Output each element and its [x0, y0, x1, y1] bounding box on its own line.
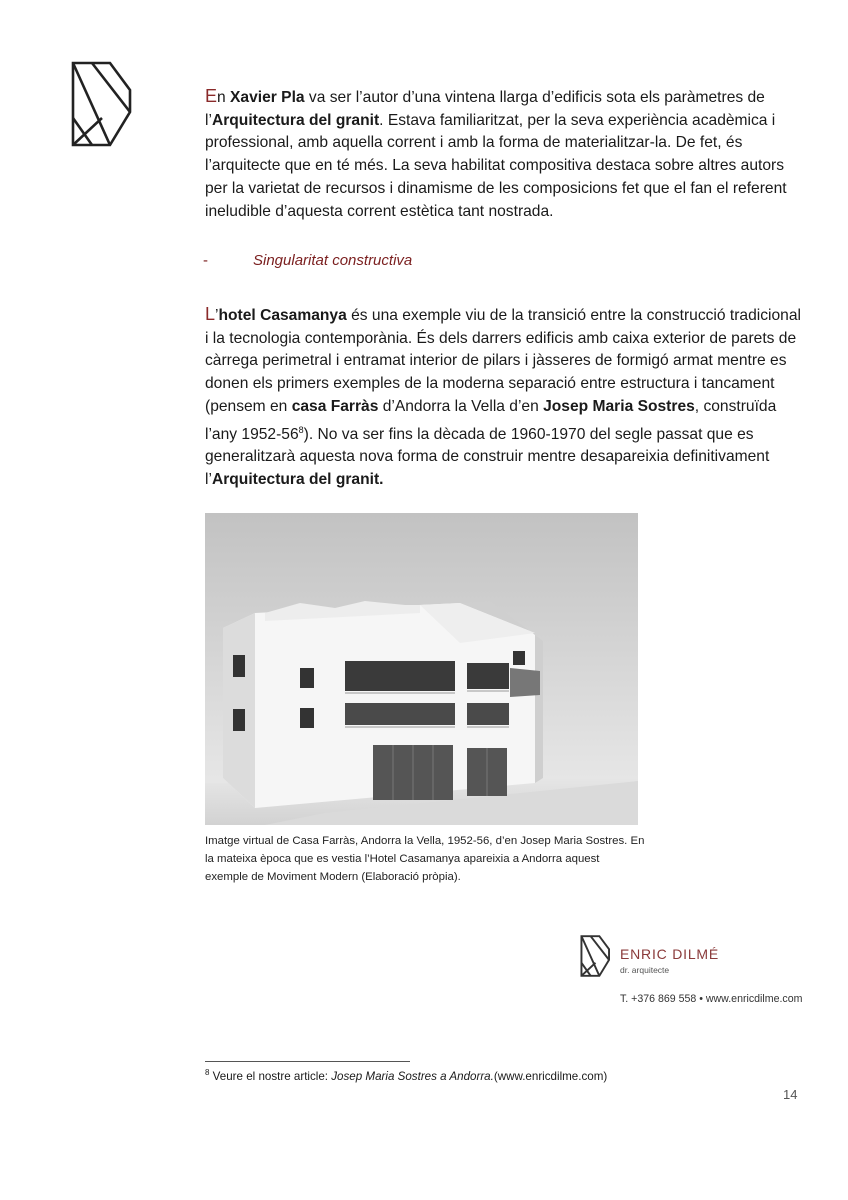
- figure-caption: Imatge virtual de Casa Farràs, Andorra la Vella, 1952-56, d’en Josep Maria Sostres. En la mateixa època que es vestia l’Hotel Casamanya apareixia a Andorra aquest exemple de Moviment Modern (Elaboració pròpia).: [205, 835, 645, 883]
- dilme-monogram-icon: [580, 934, 610, 978]
- text-run: va ser l’autor d’una vintena llarga d’edificis sota els paràmetres de l’: [205, 89, 765, 129]
- brand-subtitle: dr. arquitecte: [620, 965, 670, 975]
- text-run: d’Andorra la Vella d’en: [378, 397, 544, 415]
- brand-block: [580, 932, 820, 1012]
- text-run: és una exemple viu de la transició entre la construcció tradicional i la tecnologia contemporània. És dels darrers edificis amb caixa exterior de parets de càrrega perimetral i entramat interior de pilars i jàsseres de formigó armat mentre es donen els primers exemples de la moderna separació entre estructura i tancament (pensem en: [205, 307, 801, 415]
- intro-paragraph: [205, 85, 805, 223]
- footnote-number: 8: [205, 1068, 210, 1077]
- building-render-image: [205, 513, 638, 825]
- brand-contact: T. +376 869 558 • www.enricdilme.com: [620, 993, 803, 1005]
- footnote-divider: [205, 1061, 410, 1062]
- text-run: ’: [215, 307, 219, 324]
- footnote-link[interactable]: (www.enricdilme.com): [493, 1069, 608, 1083]
- brand-name: ENRIC DILMÉ: [620, 946, 720, 962]
- bold-run: Josep Maria Sostres: [543, 397, 695, 415]
- text-run: ). No va ser fins la dècada de 1960-1970 del segle passat que es generalitzarà aquesta nova forma de construir mentre desapareixia definitivament l’: [205, 425, 770, 489]
- page-number: 14: [783, 1087, 798, 1102]
- text-run: n: [217, 89, 231, 106]
- footnote-title: Josep Maria Sostres a Andorra.: [331, 1069, 494, 1083]
- bold-run: hotel Casamanya: [218, 307, 347, 324]
- bold-run: Arquitectura del granit: [211, 111, 380, 129]
- text-run: . Estava familiaritzat, per la seva experiència acadèmica i professional, amb aquella corrent i amb la forma de materialitzar-la. De fet, és l’arquitecte que en té més. La seva habilitat compositiva destaca sobre altres autors per la varietat de recursos i dinamisme de les composicions fet que el fan el referent ineludible d’aquesta corrent estètica tant nostrada.: [205, 111, 787, 220]
- dilme-monogram-icon: [70, 60, 132, 148]
- drop-letter: E: [205, 86, 218, 106]
- text-run: , construïda l’any 1952-56: [205, 397, 777, 443]
- subheading-text: Singularitat constructiva: [253, 252, 413, 269]
- footnote-prefix: Veure el nostre article:: [209, 1069, 332, 1083]
- body-paragraph: [205, 303, 805, 492]
- footnote: [205, 1068, 607, 1083]
- brand-logo: [70, 60, 132, 148]
- footnote-reference[interactable]: 8: [298, 424, 304, 435]
- bold-run: Xavier Pla: [230, 89, 305, 106]
- bold-run: Arquitectura del granit.: [211, 471, 384, 489]
- section-subheading: [203, 252, 803, 269]
- drop-letter: L: [205, 304, 216, 324]
- subheading-bullet: -: [203, 252, 208, 269]
- bold-run: casa Farràs: [291, 397, 379, 415]
